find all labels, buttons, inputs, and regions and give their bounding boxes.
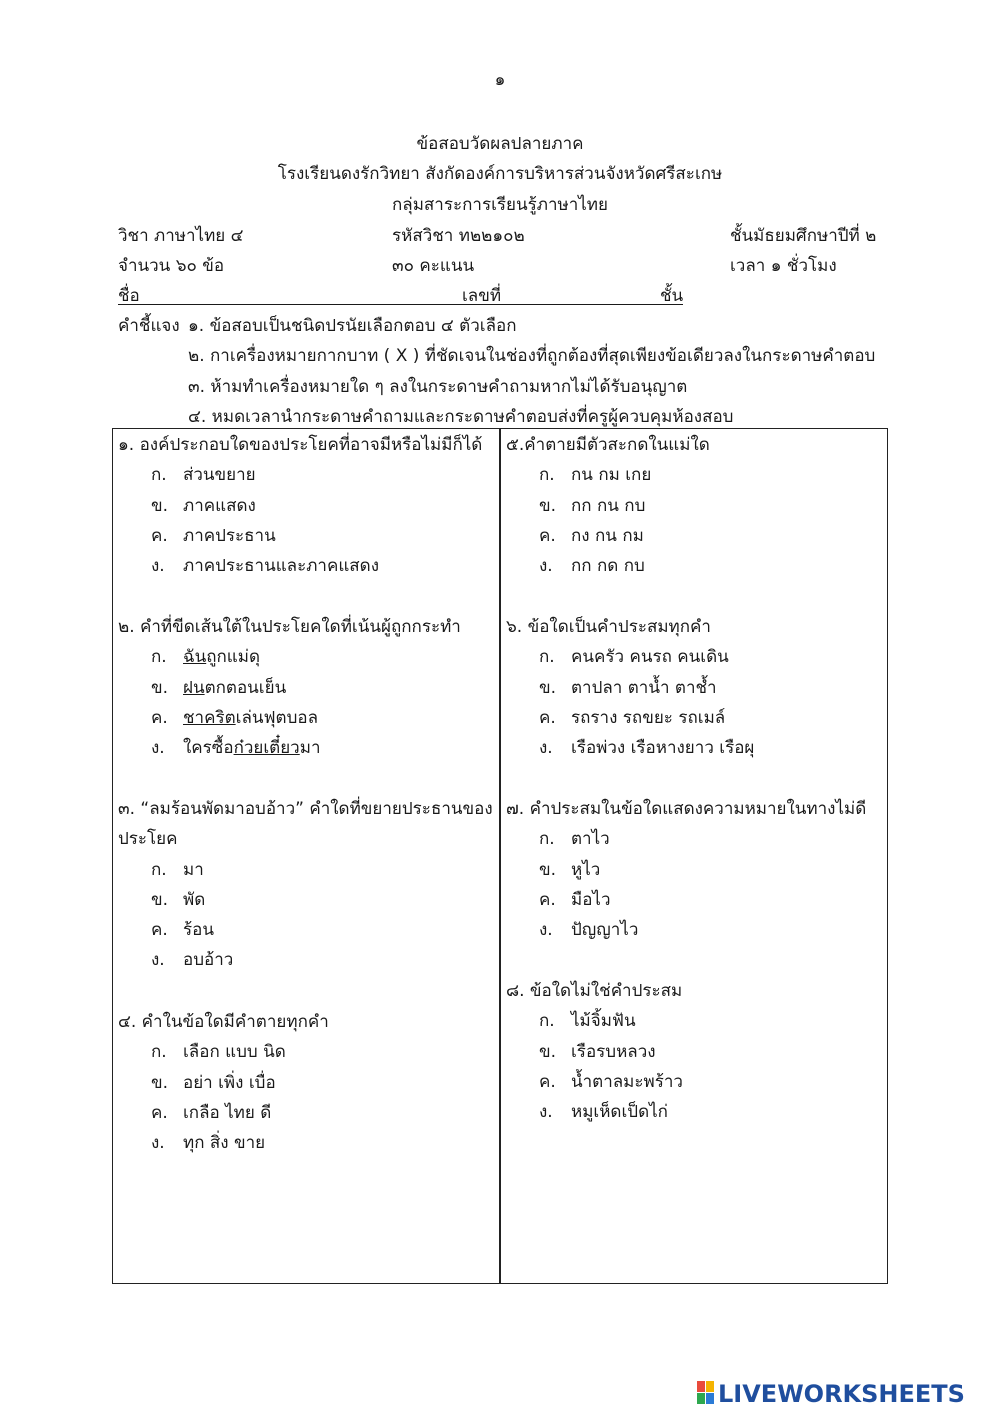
question-6 xyxy=(506,612,754,763)
option-label: ข. xyxy=(151,889,169,910)
option-text: ภาคแสดง xyxy=(183,495,256,516)
option[interactable] xyxy=(506,673,754,703)
option[interactable] xyxy=(506,1097,683,1127)
option-text: กน กม เกย xyxy=(571,465,652,486)
question-stem: ๕.คำตายมีตัวสะกดในแม่ใด xyxy=(506,435,710,455)
option-text: ร้อน xyxy=(183,920,214,941)
question-4 xyxy=(118,1007,329,1158)
grade-level: ชั้นมัธยมศึกษาปีที่ ๒ xyxy=(730,226,877,246)
option-text: คนครัว คนรถ คนเดิน xyxy=(571,647,729,668)
option[interactable] xyxy=(506,521,710,551)
option-text: อบอ้าว xyxy=(183,950,234,971)
option-text-pre: ใครซื้อ xyxy=(183,738,234,759)
option-label: ง. xyxy=(539,556,553,577)
option-text: กก กน กบ xyxy=(571,495,646,516)
option-text: ตาปลา ตาน้ำ ตาช้ำ xyxy=(571,677,717,698)
option-text: ทุก สิ่ง ขาย xyxy=(183,1133,266,1154)
option-label: ค. xyxy=(151,920,168,941)
name-underline xyxy=(118,304,683,305)
instructions-label: คำชี้แจง xyxy=(118,316,180,336)
option-label: ง. xyxy=(151,1133,165,1154)
option-text-post: ตกตอนเย็น xyxy=(204,677,287,698)
underlined-word: ชาคริต xyxy=(183,707,236,728)
question-stem: ๗. คำประสมในข้อใดแสดงความหมายในทางไม่ดี xyxy=(506,799,867,819)
option-text: ภาคประธาน xyxy=(183,525,276,546)
number-label: เลขที่ xyxy=(462,286,502,306)
option[interactable] xyxy=(118,460,482,490)
option[interactable] xyxy=(118,673,461,703)
underlined-word: ฉัน xyxy=(183,647,207,668)
page-number: ๑ xyxy=(494,70,506,90)
option-text: เกลือ ไทย ดี xyxy=(183,1102,272,1123)
option[interactable] xyxy=(506,642,754,672)
option-label: ค. xyxy=(539,707,556,728)
option-text: ไม้จิ้มฟัน xyxy=(571,1011,636,1032)
option-label: ข. xyxy=(539,495,557,516)
question-7 xyxy=(506,794,866,945)
option[interactable] xyxy=(506,460,710,490)
option-label: ก. xyxy=(539,647,555,668)
question-stem: ๑. องค์ประกอบใดของประโยคที่อาจมีหรือไม่มีก็ได้ xyxy=(118,435,483,455)
option-text: หมูเห็ดเป็ดไก่ xyxy=(571,1102,668,1123)
option[interactable] xyxy=(118,521,482,551)
option-label: ข. xyxy=(539,677,557,698)
instruction-item: ๔. หมดเวลานำกระดาษคำถามและกระดาษคำตอบส่งที่ครูผู้ควบคุมห้องสอบ xyxy=(188,407,734,427)
question-5 xyxy=(506,430,710,581)
option[interactable] xyxy=(118,733,461,763)
class-label: ชั้น xyxy=(660,286,684,306)
option-label: ข. xyxy=(151,495,169,516)
option[interactable] xyxy=(118,1068,329,1098)
option-label: ก. xyxy=(539,829,555,850)
option[interactable] xyxy=(118,945,493,975)
option-text: กง กน กม xyxy=(571,525,644,546)
option-label: ค. xyxy=(151,1102,168,1123)
option[interactable] xyxy=(118,491,482,521)
option-text: มา xyxy=(183,859,204,880)
option-label: ค. xyxy=(151,707,168,728)
option-label: ก. xyxy=(151,859,167,880)
underlined-word: ก๋วยเตี๋ยว xyxy=(233,738,300,759)
option-text: น้ำตาลมะพร้าว xyxy=(571,1071,683,1092)
option-text: ตาไว xyxy=(571,829,610,850)
option[interactable] xyxy=(506,855,866,885)
question-8 xyxy=(506,976,683,1127)
exam-time: เวลา ๑ ชั่วโมง xyxy=(730,256,837,276)
option-label: ง. xyxy=(539,1102,553,1123)
option[interactable] xyxy=(506,733,754,763)
option-text: เรือรบหลวง xyxy=(571,1041,656,1062)
option[interactable] xyxy=(118,551,482,581)
question-stem: ๓. “ลมร้อนพัดมาอบอ้าว” คำใดที่ขยายประธานของ xyxy=(118,799,493,819)
option-label: ค. xyxy=(539,1071,556,1092)
option[interactable] xyxy=(506,915,866,945)
question-stem: ๔. คำในข้อใดมีคำตายทุกคำ xyxy=(118,1012,329,1032)
option-text: อย่า เพิ่ง เบื่อ xyxy=(183,1072,276,1093)
option-label: ก. xyxy=(539,1011,555,1032)
option[interactable] xyxy=(118,915,493,945)
option-label: ค. xyxy=(151,525,168,546)
option-text: รถราง รถขยะ รถเมล์ xyxy=(571,707,726,728)
option-label: ข. xyxy=(539,859,557,880)
option[interactable] xyxy=(118,642,461,672)
option-label: ค. xyxy=(539,525,556,546)
option[interactable] xyxy=(118,885,493,915)
option-text: เลือก แบบ นิด xyxy=(183,1042,286,1063)
question-stem-continued: ประโยค xyxy=(118,829,178,850)
subject-label: วิชา ภาษาไทย ๔ xyxy=(118,226,244,246)
subject-group: กลุ่มสาระการเรียนรู้ภาษาไทย xyxy=(392,195,608,215)
question-count: จำนวน ๖๐ ข้อ xyxy=(118,256,225,276)
option[interactable] xyxy=(506,491,710,521)
question-3 xyxy=(118,794,493,976)
question-stem: ๖. ข้อใดเป็นคำประสมทุกคำ xyxy=(506,617,711,637)
option[interactable] xyxy=(118,1037,329,1067)
option-label: ค. xyxy=(539,889,556,910)
option-text: หูไว xyxy=(571,859,601,880)
option[interactable] xyxy=(506,551,710,581)
liveworksheets-logo-text: LIVEWORKSHEETS xyxy=(718,1380,965,1408)
question-2 xyxy=(118,612,461,763)
option-label: ข. xyxy=(151,1072,169,1093)
option-text-post: เล่นฟุตบอล xyxy=(235,707,318,728)
option-label: ง. xyxy=(151,738,165,759)
subject-code: รหัสวิชา ท๒๒๑๐๒ xyxy=(392,226,525,246)
question-stem: ๘. ข้อใดไม่ใช่คำประสม xyxy=(506,981,683,1001)
column-divider xyxy=(499,428,501,1284)
option-text: ส่วนขยาย xyxy=(183,465,256,486)
option[interactable] xyxy=(118,1128,329,1158)
liveworksheets-logo-icon xyxy=(697,1381,715,1405)
exam-title: ข้อสอบวัดผลปลายภาค xyxy=(416,134,584,154)
option-label: ข. xyxy=(151,677,169,698)
option-text: ปัญญาไว xyxy=(571,920,639,941)
option-label: ง. xyxy=(151,556,165,577)
option-label: ก. xyxy=(151,647,167,668)
option-text: พัด xyxy=(183,889,206,910)
question-stem: ๒. คำที่ขีดเส้นใต้ในประโยคใดที่เน้นผู้ถูกกระทำ xyxy=(118,617,461,637)
option-text: กก กด กบ xyxy=(571,556,645,577)
option-label: ก. xyxy=(539,465,555,486)
option[interactable] xyxy=(506,824,866,854)
option[interactable] xyxy=(506,1006,683,1036)
option-label: ก. xyxy=(151,465,167,486)
option-label: ง. xyxy=(151,950,165,971)
total-score: ๓๐ คะแนน xyxy=(392,256,475,276)
instruction-item: ๓. ห้ามทำเครื่องหมายใด ๆ ลงในกระดาษคำถามหากไม่ได้รับอนุญาต xyxy=(188,377,688,397)
option[interactable] xyxy=(506,885,866,915)
option[interactable] xyxy=(506,1067,683,1097)
option-label: ก. xyxy=(151,1042,167,1063)
option-label: ง. xyxy=(539,738,553,759)
option[interactable] xyxy=(506,703,754,733)
option-text-post: ถูกแม่ดุ xyxy=(206,647,260,668)
option[interactable] xyxy=(118,1098,329,1128)
option-text: ภาคประธานและภาคแสดง xyxy=(183,556,380,577)
name-label: ชื่อ xyxy=(118,286,140,306)
option-text-post: มา xyxy=(299,738,321,759)
option[interactable] xyxy=(506,1037,683,1067)
school-name: โรงเรียนดงรักวิทยา สังกัดองค์การบริหารส่วนจังหวัดศรีสะเกษ xyxy=(277,164,723,184)
instruction-item: ๒. กาเครื่องหมายกากบาท ( X ) ที่ชัดเจนในช่องที่ถูกต้องที่สุดเพียงข้อเดียวลงในกระดาษคำตอบ xyxy=(188,346,876,366)
question-1 xyxy=(118,430,482,581)
option-text: มือไว xyxy=(571,889,611,910)
instruction-item: ๑. ข้อสอบเป็นชนิดปรนัยเลือกตอบ ๔ ตัวเลือก xyxy=(188,316,517,336)
option[interactable] xyxy=(118,703,461,733)
underlined-word: ฝน xyxy=(183,677,205,698)
option-label: ข. xyxy=(539,1041,557,1062)
option-label: ง. xyxy=(539,920,553,941)
liveworksheets-logo xyxy=(697,1380,965,1408)
option-text: เรือพ่วง เรือหางยาว เรือผุ xyxy=(571,738,755,759)
option[interactable] xyxy=(118,855,493,885)
